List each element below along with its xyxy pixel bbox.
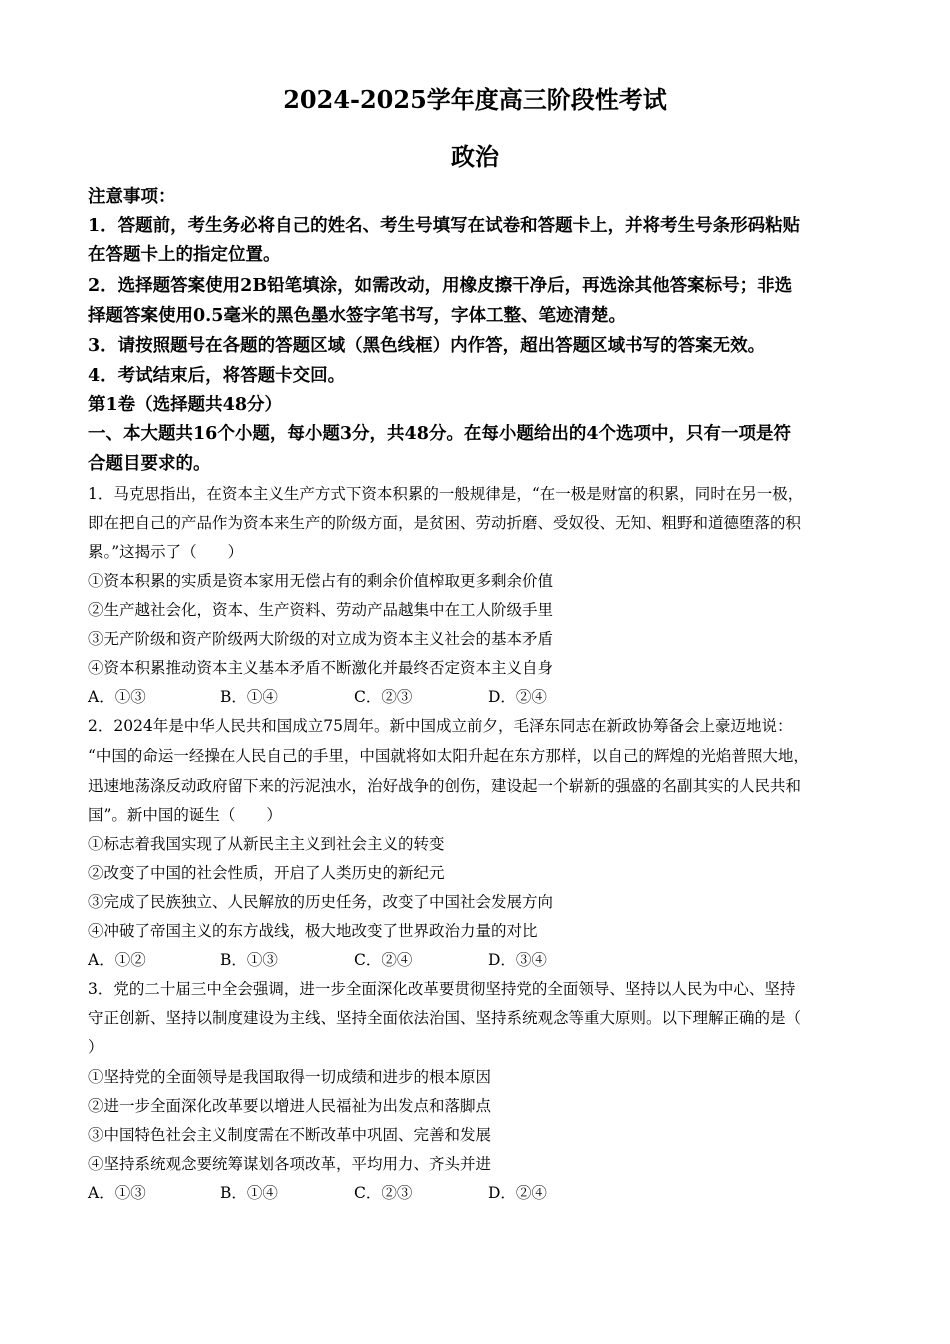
question-3-item: ①坚持党的全面领导是我国取得一切成绩和进步的根本原因 bbox=[88, 1068, 492, 1086]
option-c[interactable]: C．②③ bbox=[354, 688, 413, 706]
option-a[interactable]: A．①② bbox=[88, 951, 146, 969]
question-1-stem: 即在把自己的产品作为资本来生产的阶级方面，是贫困、劳动折磨、受奴役、无知、粗野和道德堕落的积 bbox=[88, 514, 802, 532]
question-2-item: ④冲破了帝国主义的东方战线，极大地改变了世界政治力量的对比 bbox=[88, 922, 538, 940]
notice-line: 1．答题前，考生务必将自己的姓名、考生号填写在试卷和答题卡上，并将考生号条形码粘贴 bbox=[88, 216, 801, 236]
option-b[interactable]: B．①④ bbox=[220, 1184, 278, 1202]
section-instruction: 一、本大题共16个小题，每小题3分，共48分。在每小题给出的4个选项中，只有一项是符 bbox=[88, 424, 792, 444]
question-1-item: ④资本积累推动资本主义基本矛盾不断激化并最终否定资本主义自身 bbox=[88, 659, 554, 677]
question-2-stem: 国”。新中国的诞生（ ） bbox=[88, 806, 282, 824]
question-2-stem: 2．2024年是中华人民共和国成立75周年。新中国成立前夕，毛泽东同志在新政协筹备会上豪迈地说： bbox=[88, 717, 793, 735]
subject-title: 政治 bbox=[451, 142, 499, 171]
question-3-stem: 3．党的二十届三中全会强调，进一步全面深化改革要贯彻坚持党的全面领导、坚持以人民为中心、坚持 bbox=[88, 980, 796, 998]
option-c[interactable]: C．②③ bbox=[354, 1184, 413, 1202]
section-instruction: 合题目要求的。 bbox=[88, 454, 211, 474]
notice-line: 择题答案使用0.5毫米的黑色墨水签字笔书写，字体工整、笔迹清楚。 bbox=[88, 306, 626, 326]
notice-line: 在答题卡上的指定位置。 bbox=[88, 245, 281, 265]
question-2-stem: 迅速地荡涤反动政府留下来的污泥浊水，治好战争的创伤，建设起一个崭新的强盛的名副其实的人民共和 bbox=[88, 777, 802, 795]
volume-heading: 第1卷（选择题共48分） bbox=[88, 395, 283, 415]
option-d[interactable]: D．③④ bbox=[488, 951, 547, 969]
option-b[interactable]: B．①④ bbox=[220, 688, 278, 706]
question-1-item: ②生产越社会化，资本、生产资料、劳动产品越集中在工人阶级手里 bbox=[88, 601, 554, 619]
question-1-stem: 1．马克思指出，在资本主义生产方式下资本积累的一般规律是，“在一极是财富的积累，同时在另一极， bbox=[88, 485, 804, 503]
option-b[interactable]: B．①③ bbox=[220, 951, 278, 969]
notice-line: 4．考试结束后，将答题卡交回。 bbox=[88, 366, 346, 386]
question-3-stem: ） bbox=[88, 1038, 104, 1056]
notice-line: 2．选择题答案使用2B铅笔填涂，如需改动，用橡皮擦干净后，再选涂其他答案标号；非选 bbox=[88, 276, 793, 296]
option-a[interactable]: A．①③ bbox=[88, 1184, 146, 1202]
option-d[interactable]: D．②④ bbox=[488, 1184, 547, 1202]
question-2-item: ②改变了中国的社会性质，开启了人类历史的新纪元 bbox=[88, 864, 445, 882]
question-2-stem: “中国的命运一经操在人民自己的手里，中国就将如太阳升起在东方那样，以自己的辉煌的光焰普照大地， bbox=[88, 747, 809, 765]
option-a[interactable]: A．①③ bbox=[88, 688, 146, 706]
question-1-item: ③无产阶级和资产阶级两大阶级的对立成为资本主义社会的基本矛盾 bbox=[88, 630, 554, 648]
question-2-item: ①标志着我国实现了从新民主主义到社会主义的转变 bbox=[88, 835, 445, 853]
question-3-item: ②进一步全面深化改革要以增进人民福祉为出发点和落脚点 bbox=[88, 1097, 492, 1115]
question-2-item: ③完成了民族独立、人民解放的历史任务，改变了中国社会发展方向 bbox=[88, 893, 554, 911]
question-3-item: ④坚持系统观念要统筹谋划各项改革，平均用力、齐头并进 bbox=[88, 1155, 492, 1173]
exam-title: 2024-2025学年度高三阶段性考试 bbox=[283, 85, 667, 114]
question-3-stem: 守正创新、坚持以制度建设为主线、坚持全面依法治国、坚持系统观念等重大原则。以下理解正确的是（ bbox=[88, 1009, 802, 1027]
option-d[interactable]: D．②④ bbox=[488, 688, 547, 706]
question-3-item: ③中国特色社会主义制度需在不断改革中巩固、完善和发展 bbox=[88, 1126, 492, 1144]
notice-heading: 注意事项： bbox=[88, 187, 176, 207]
notice-line: 3．请按照题号在各题的答题区域（黑色线框）内作答，超出答题区域书写的答案无效。 bbox=[88, 336, 766, 356]
question-1-item: ①资本积累的实质是资本家用无偿占有的剩余价值榨取更多剩余价值 bbox=[88, 572, 554, 590]
option-c[interactable]: C．②④ bbox=[354, 951, 413, 969]
question-1-stem: 累。”这揭示了（ ） bbox=[88, 543, 244, 561]
